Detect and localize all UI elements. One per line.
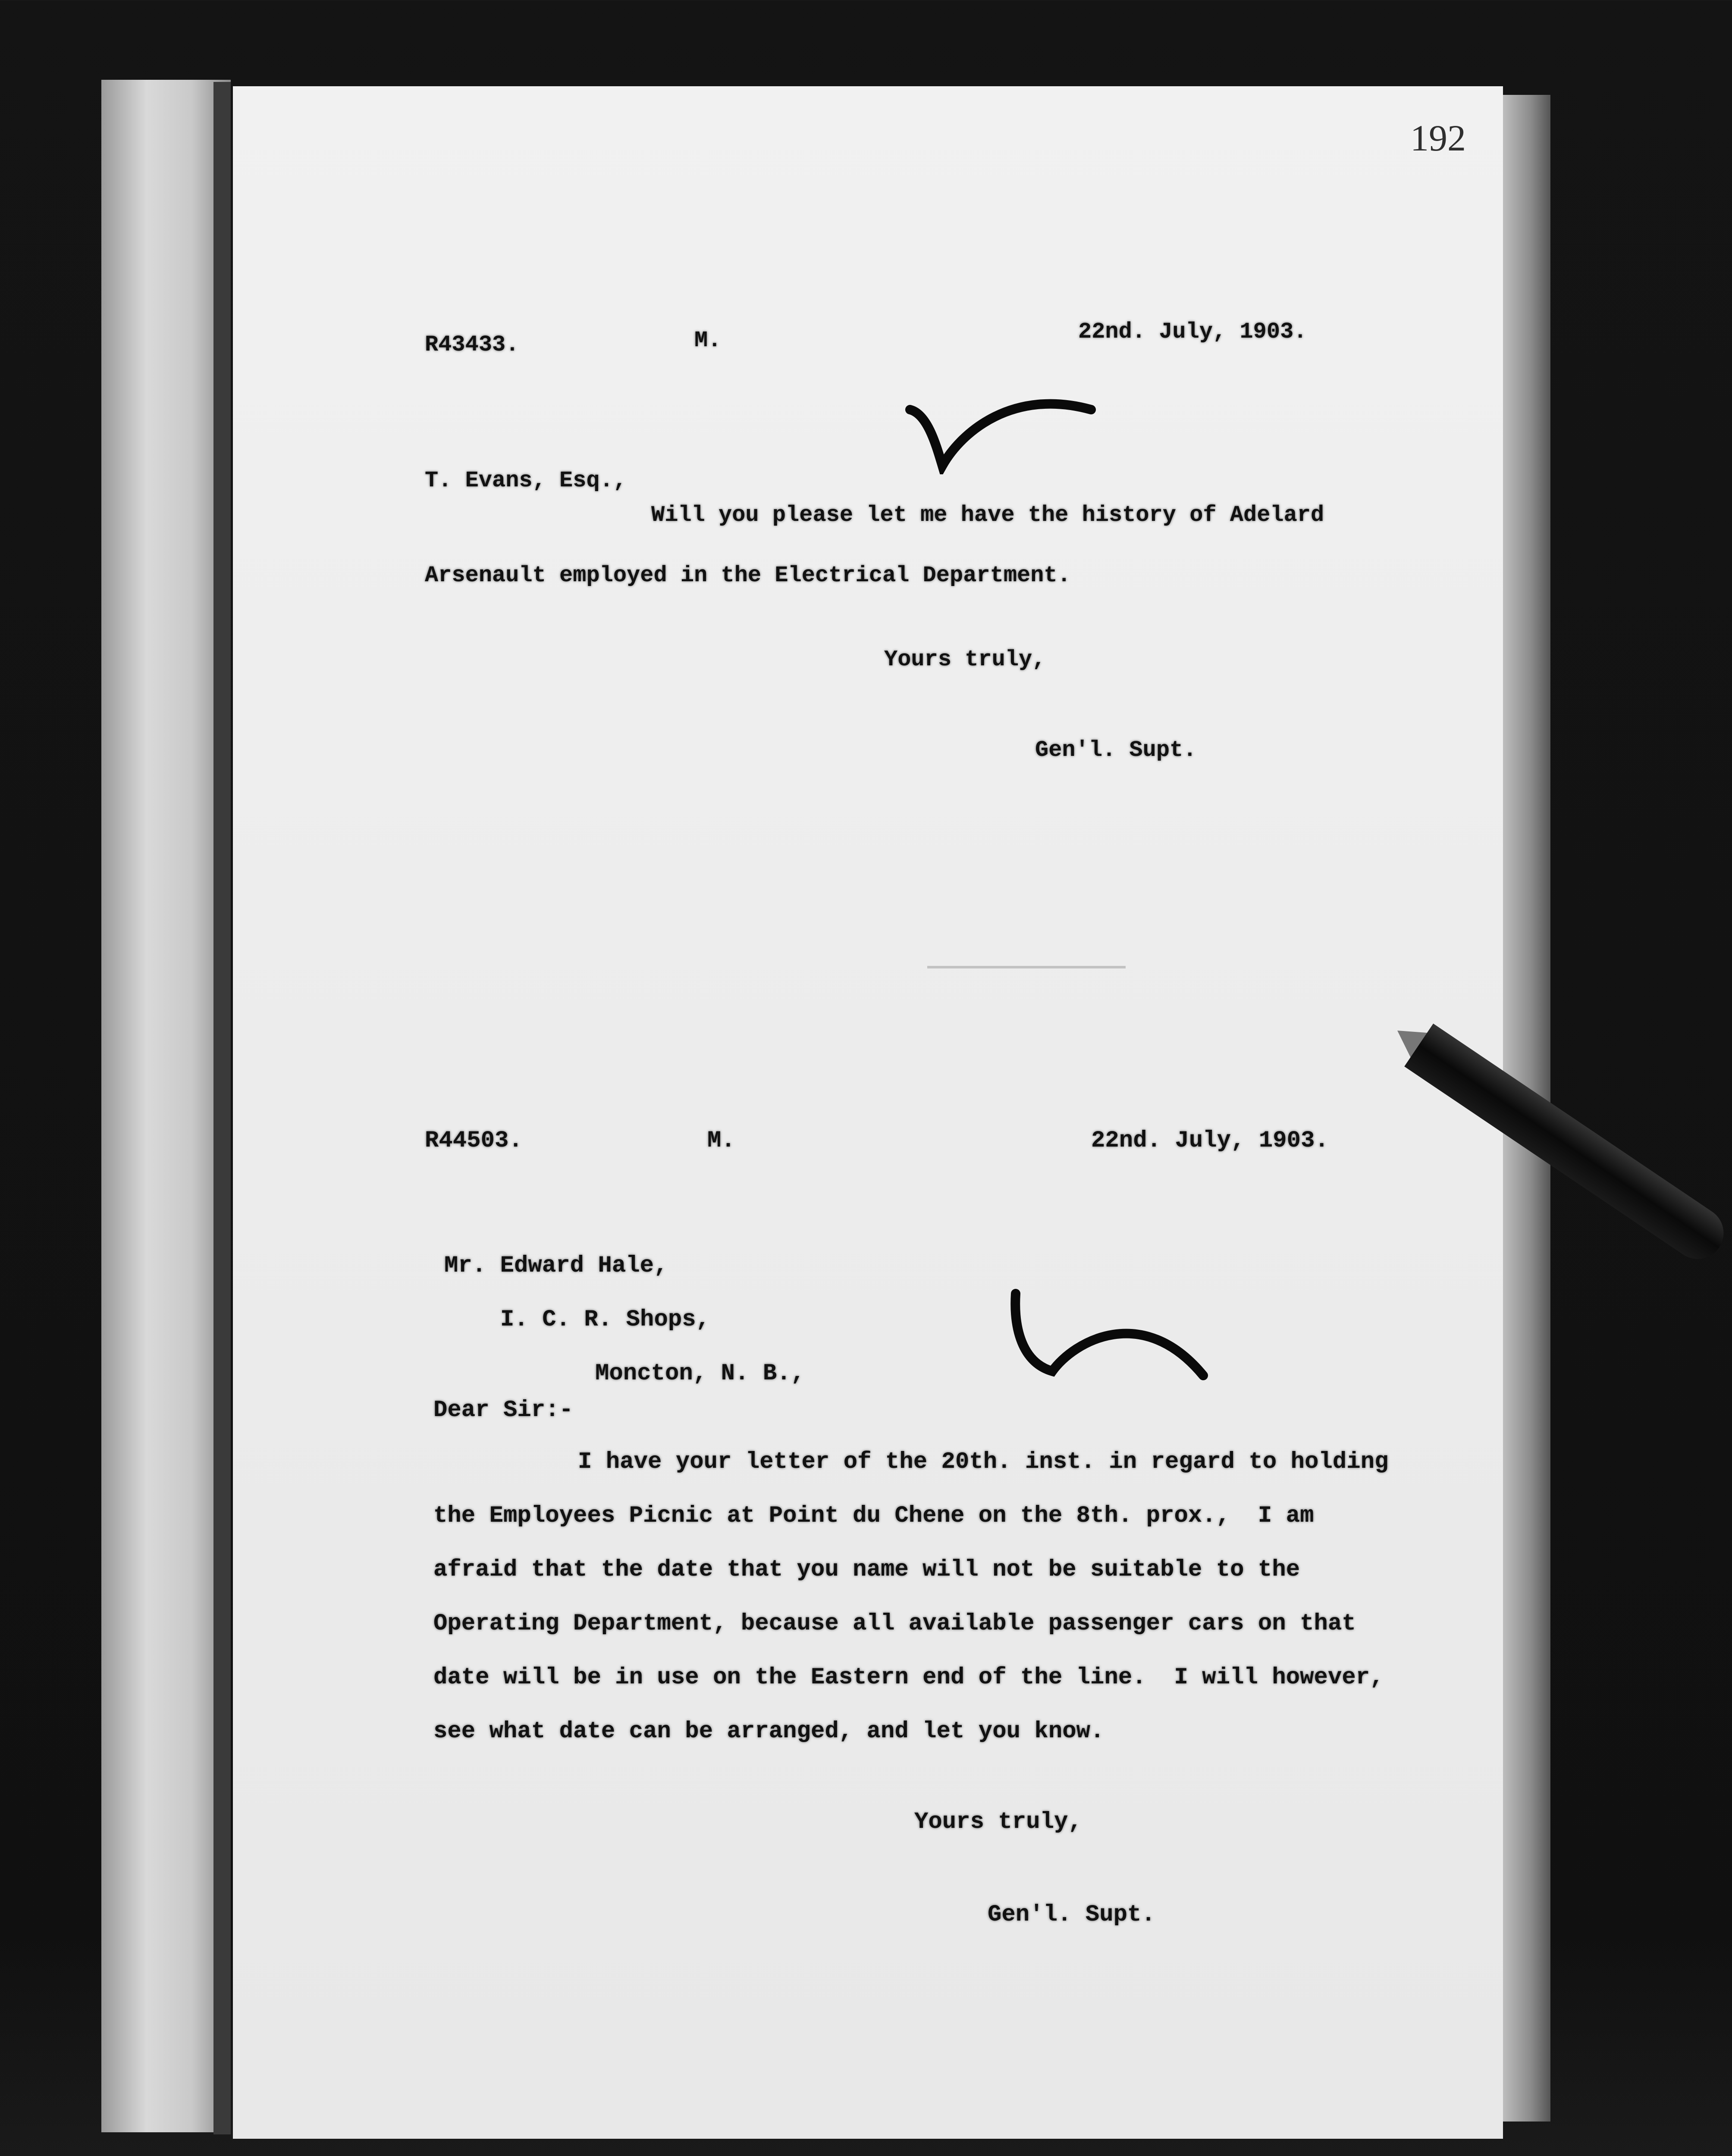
letter-1-recipient: T. Evans, Esq., — [425, 468, 627, 493]
letterbook-page — [233, 86, 1503, 2139]
letter-2-salutation: Dear Sir:- — [433, 1397, 574, 1423]
letter-1-body-line-2: Arsenault employed in the Electrical Department. — [425, 563, 1071, 588]
letter-2-body-line-3: afraid that the date that you name will not be suitable to the — [433, 1557, 1300, 1583]
binding-shadow — [213, 82, 231, 2134]
letter-2-body-line-4: Operating Department, because all available passenger cars on that — [433, 1611, 1356, 1637]
letter-1-signature: Gen'l. Supt. — [1035, 737, 1197, 763]
letter-1-closing: Yours truly, — [884, 647, 1046, 672]
checkmark-icon — [901, 379, 1100, 474]
binding-strip — [101, 80, 231, 2132]
letter-2-recipient-line-1: Mr. Edward Hale, — [444, 1253, 668, 1279]
letter-2-recipient-line-3: Moncton, N. B., — [595, 1360, 805, 1387]
letter-2-date: 22nd. July, 1903. — [1091, 1128, 1329, 1154]
faint-divider — [927, 966, 1126, 968]
checkmark-icon — [1005, 1276, 1212, 1388]
page-number: 192 — [1410, 117, 1466, 159]
letter-2-initial: M. — [707, 1128, 735, 1154]
letter-2-body-line-2: the Employees Picnic at Point du Chene on the 8th. prox., I am — [433, 1503, 1314, 1529]
letter-2-recipient-line-2: I. C. R. Shops, — [500, 1307, 710, 1333]
letter-1-initial: M. — [694, 328, 722, 353]
letter-1-date: 22nd. July, 1903. — [1078, 319, 1307, 345]
letter-1-reference: R43433. — [425, 332, 519, 357]
letter-2-reference: R44503. — [425, 1128, 523, 1154]
letter-2-body-line-5: date will be in use on the Eastern end of the line. I will however, — [433, 1664, 1384, 1691]
letter-1-body-line-1: Will you please let me have the history of Adelard — [651, 502, 1324, 528]
letter-2-closing: Yours truly, — [914, 1809, 1082, 1835]
letter-2-body-line-1: I have your letter of the 20th. inst. in regard to holding — [578, 1449, 1389, 1475]
letter-2-body-line-6: see what date can be arranged, and let you know. — [433, 1718, 1104, 1745]
letter-2-signature: Gen'l. Supt. — [988, 1902, 1155, 1928]
